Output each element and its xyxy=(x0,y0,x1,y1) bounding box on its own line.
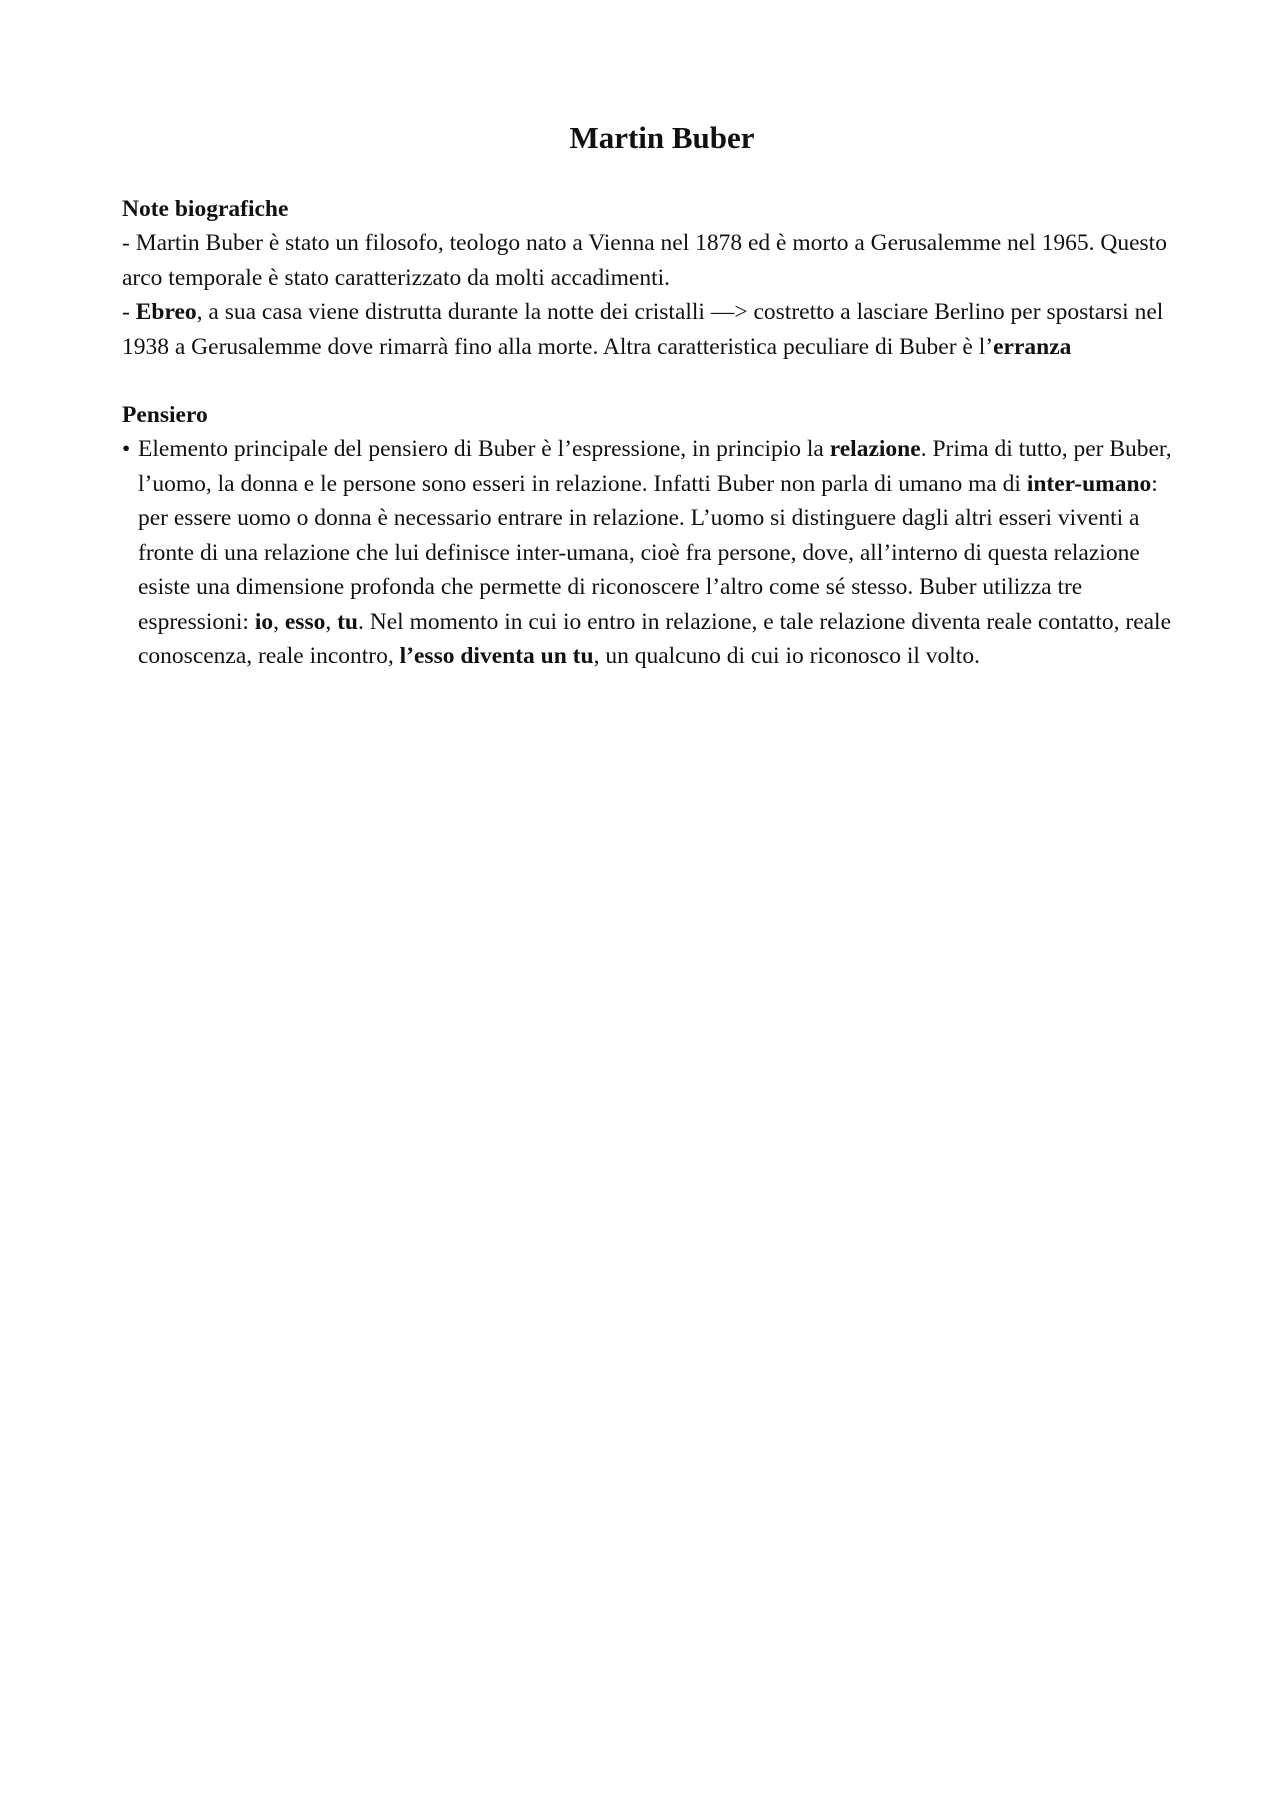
pensiero-bold-inter-umano: inter-umano xyxy=(1026,470,1152,497)
pensiero-bold-esso: esso xyxy=(284,608,326,635)
document-page xyxy=(122,118,1182,674)
page-title: Martin Buber xyxy=(569,120,755,155)
bullet-icon: • xyxy=(122,436,131,462)
pensiero-paragraph xyxy=(138,432,1182,674)
bio-paragraph-1: - Martin Buber è stato un filosofo, teologo nato a Vienna nel 1878 ed è morto a Gerusalemme nel 1965. Questo arco temporale è stato caratterizzato da molti accadimenti. xyxy=(122,230,1167,291)
pensiero-text-3: : per essere uomo o donna è necessario entrare in relazione. L’uomo si distinguere dagli altri esseri viventi a fronte di una relazione che lui definisce inter-umana, cioè fra persone, dove, all’interno di questa relazione esiste una dimensione profonda che permette di riconoscere l’altro come sé stesso. Buber utilizza tre espressioni: xyxy=(138,470,1158,635)
bio-bold-ebreo: Ebreo xyxy=(135,299,197,325)
pensiero-text-1: Elemento principale del pensiero di Buber è l’espressione, in principio la xyxy=(138,436,830,462)
pensiero-text-7: , un qualcuno di cui io riconosco il volto. xyxy=(593,643,980,669)
pensiero-text-6: . Nel momento in cui io entro in relazione, e tale relazione diventa reale contatto, reale conoscenza, reale incontro, xyxy=(138,608,1172,669)
bio-bold-erranza: erranza xyxy=(993,333,1072,360)
pensiero-bold-relazione: relazione xyxy=(829,436,921,462)
pensiero-bold-esso-diventa-tu: l’esso diventa un tu xyxy=(399,643,594,669)
section-pensiero xyxy=(122,398,1182,674)
section-bio xyxy=(122,192,1182,364)
bio-dash: - xyxy=(122,299,136,325)
list-item xyxy=(122,432,1182,674)
bio-paragraph-2 xyxy=(122,295,1182,364)
pensiero-text-5: , xyxy=(325,608,338,635)
pensiero-text-4: , xyxy=(273,608,285,635)
section-heading-pensiero: Pensiero xyxy=(122,402,208,428)
bio-text: , a sua casa viene distrutta durante la notte dei cristalli —> costretto a lasciare Berlino per spostarsi nel 1938 a Gerusalemme dove rimarrà fino alla morte. Altra caratteristica peculiare di Buber è l’ xyxy=(122,299,1164,360)
section-heading-bio: Note biografiche xyxy=(122,196,289,222)
pensiero-bold-tu: tu xyxy=(337,608,359,635)
pensiero-text-2: . Prima di tutto, per Buber, l’uomo, la donna e le persone sono esseri in relazione. Infatti Buber non parla di umano ma di xyxy=(138,436,1172,497)
pensiero-bold-io: io xyxy=(254,608,274,635)
section-spacer xyxy=(122,364,1182,398)
